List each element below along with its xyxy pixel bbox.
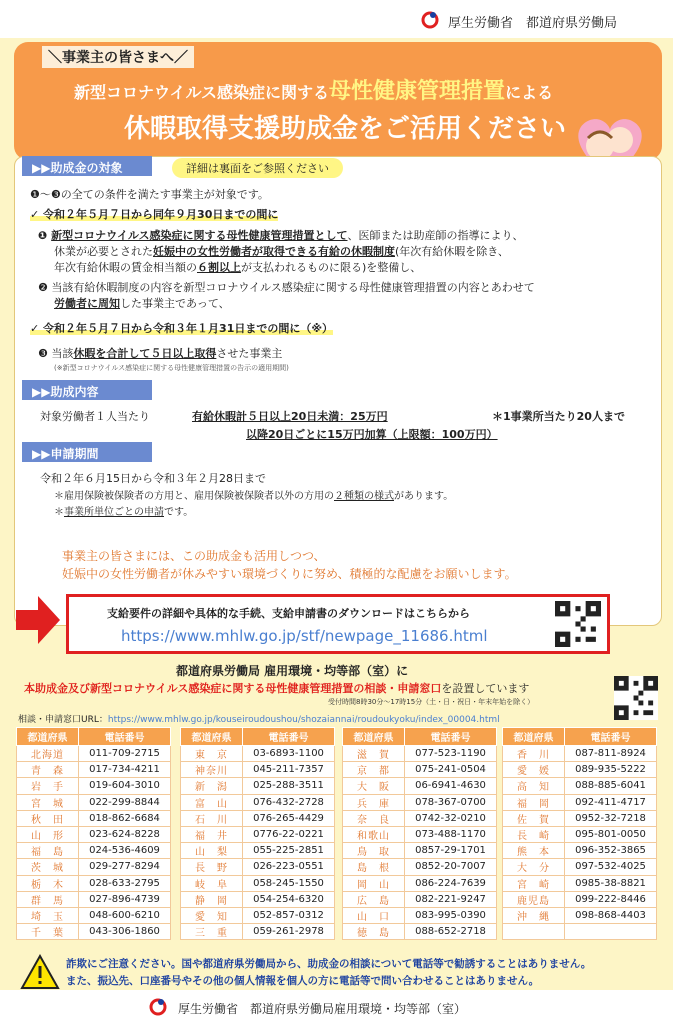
target-line: ❸ 当該休暇を合計して５日以上取得させた事業主 (38, 347, 283, 360)
pref-cell: 山 梨 (181, 843, 243, 859)
mhlw-logo-icon (148, 996, 168, 1016)
section-target: ▶▶助成金の対象 (22, 156, 152, 176)
pref-cell: 山 形 (17, 826, 79, 842)
table-row (503, 794, 657, 810)
tel-cell: 018-862-6684 (79, 810, 171, 826)
table-row (343, 907, 497, 923)
table-row (17, 746, 171, 762)
pref-cell: 富 山 (181, 794, 243, 810)
pref-cell: 埼 玉 (17, 907, 79, 923)
tel-cell: 088-652-2718 (405, 924, 497, 940)
header-tel: 電話番号 (565, 728, 657, 746)
tel-cell: 082-221-9247 (405, 891, 497, 907)
contact-title: 都道府県労働局 雇用環境・均等部（室）に (176, 664, 409, 678)
tel-cell: 099-222-8446 (565, 891, 657, 907)
pref-cell: 大 阪 (343, 778, 405, 794)
warning-text: 詐欺にご注意ください。国や都道府県労働局から、助成金の相談について電話等で勧誘することはありません。 また、振込先、口座番号やその他の個人情報を個人の方に電話等で問い合わせることはありません。 (66, 958, 592, 987)
table-row (181, 891, 335, 907)
table-row (17, 891, 171, 907)
tel-cell: 055-225-2851 (243, 843, 335, 859)
tel-cell: 083-995-0390 (405, 907, 497, 923)
content-limit: ＊1事業所当たり20人まで (492, 410, 625, 423)
tel-cell: 059-261-2978 (243, 924, 335, 940)
table-row (181, 778, 335, 794)
pref-cell: 新 潟 (181, 778, 243, 794)
tel-cell: 0776-22-0221 (243, 826, 335, 842)
pref-cell: 岩 手 (17, 778, 79, 794)
tel-cell: 077-523-1190 (405, 746, 497, 762)
table-row (181, 843, 335, 859)
pref-cell: 岐 阜 (181, 875, 243, 891)
pref-cell: 福 井 (181, 826, 243, 842)
pref-cell: 島 根 (343, 859, 405, 875)
target-line: 休業が必要とされた妊娠中の女性労働者が取得できる有給の休暇制度(年次有給休暇を除き、 (54, 245, 509, 258)
section-period: ▶▶申請期間 (22, 442, 152, 462)
tel-cell: 028-633-2795 (79, 875, 171, 891)
table-row (343, 826, 497, 842)
table-row (343, 794, 497, 810)
tel-cell: 019-604-3010 (79, 778, 171, 794)
tel-cell: 011-709-2715 (79, 746, 171, 762)
download-link-box[interactable] (66, 594, 610, 654)
contact-hours: 受付時間8時30分～17時15分（土・日・祝日・年末年始を除く） (328, 698, 535, 706)
target-line: 労働者に周知した事業主であって、 (54, 297, 230, 310)
contact-table (16, 727, 171, 940)
table-row (503, 875, 657, 891)
table-row (181, 794, 335, 810)
pref-cell: 徳 島 (343, 924, 405, 940)
header-tel: 電話番号 (243, 728, 335, 746)
pref-cell: 群 馬 (17, 891, 79, 907)
table-row (17, 762, 171, 778)
pref-cell: 高 知 (503, 778, 565, 794)
table-row (503, 746, 657, 762)
table-row (503, 810, 657, 826)
title-banner (14, 42, 662, 160)
pref-cell: 滋 賀 (343, 746, 405, 762)
table-row (503, 843, 657, 859)
tel-cell: 0952-32-7218 (565, 810, 657, 826)
tel-cell (565, 924, 657, 940)
table-row (181, 810, 335, 826)
top-bar (0, 0, 673, 38)
table-row (343, 810, 497, 826)
banner-line1: 新型コロナウイルス感染症に関する母性健康管理措置による (74, 79, 554, 104)
table-row (17, 907, 171, 923)
table-row (343, 875, 497, 891)
period-line: 令和２年６月15日から令和３年２月28日まで (40, 472, 266, 485)
header-org: 厚生労働省 都道府県労働局 (448, 16, 618, 31)
table-row (503, 778, 657, 794)
table-row (503, 826, 657, 842)
header-tel: 電話番号 (405, 728, 497, 746)
table-row (17, 826, 171, 842)
pref-cell: 沖 縄 (503, 907, 565, 923)
pref-cell: 香 川 (503, 746, 565, 762)
message-line: 事業主の皆さまには、この助成金も活用しつつ、 (62, 549, 326, 563)
table-row (503, 907, 657, 923)
table-row (17, 859, 171, 875)
tel-cell: 058-245-1550 (243, 875, 335, 891)
table-row (503, 891, 657, 907)
tel-cell: 024-536-4609 (79, 843, 171, 859)
table-row (17, 810, 171, 826)
pref-cell: 福 岡 (503, 794, 565, 810)
tel-cell: 097-532-4025 (565, 859, 657, 875)
table-row (181, 924, 335, 940)
tel-cell: 0852-20-7007 (405, 859, 497, 875)
pref-cell: 和歌山 (343, 826, 405, 842)
table-row (343, 762, 497, 778)
footer-org: 厚生労働省 都道府県労働局雇用環境・均等部（室） (178, 1002, 467, 1016)
tel-cell: 022-299-8844 (79, 794, 171, 810)
tel-cell: 088-885-6041 (565, 778, 657, 794)
pref-cell: 熊 本 (503, 843, 565, 859)
pref-cell: 東 京 (181, 746, 243, 762)
content-line: 対象労働者１人当たり (40, 410, 150, 423)
contact-url-line: 相談・申請窓口URL：https://www.mhlw.go.jp/kouseiroudoushou/shozaiannai/roudoukyoku/index_00004.html (18, 715, 500, 725)
mhlw-logo-icon (420, 9, 440, 29)
contact-table (180, 727, 335, 940)
table-row (343, 746, 497, 762)
pref-cell: 鳥 取 (343, 843, 405, 859)
warning-icon (20, 954, 60, 990)
tel-cell: 096-352-3865 (565, 843, 657, 859)
pref-cell: 石 川 (181, 810, 243, 826)
content-addition: 以降20日ごとに15万円加算（上限額：100万円） (246, 428, 498, 441)
tel-cell: 075-241-0504 (405, 762, 497, 778)
link-url[interactable]: https://www.mhlw.go.jp/stf/newpage_11686.html (121, 627, 488, 645)
tel-cell: 086-224-7639 (405, 875, 497, 891)
section-content: ▶▶助成内容 (22, 380, 152, 400)
pref-cell: 神奈川 (181, 762, 243, 778)
target-line: ❶ 新型コロナウイルス感染症に関する母性健康管理措置として、医師または助産師の指導により、 (38, 229, 524, 242)
tel-cell: 095-801-0050 (565, 826, 657, 842)
pref-cell: 宮 城 (17, 794, 79, 810)
pref-cell: 広 島 (343, 891, 405, 907)
header-pref: 都道府県 (17, 728, 79, 746)
pref-cell: 茨 城 (17, 859, 79, 875)
pref-cell: 大 分 (503, 859, 565, 875)
table-row (503, 924, 657, 940)
contact-table (342, 727, 497, 940)
target-line: ❷ 当該有給休暇制度の内容を新型コロナウイルス感染症に関する母性健康管理措置の内容とあわせて (38, 281, 535, 294)
link-description: 支給要件の詳細や具体的な手続、支給申請書のダウンロードはこちらから (107, 607, 470, 620)
table-row (17, 924, 171, 940)
pref-cell: 福 島 (17, 843, 79, 859)
contact-qr-code-icon[interactable] (614, 676, 658, 720)
target-condition-date2: ✓ 令和２年５月７日から令和３年１月31日までの間に（※） (30, 322, 334, 335)
tel-cell: 045-211-7357 (243, 762, 335, 778)
content-amount: 有給休暇計５日以上20日未満：25万円 (192, 410, 388, 423)
tel-cell: 026-223-0551 (243, 859, 335, 875)
pref-cell: 愛 知 (181, 907, 243, 923)
pref-cell: 静 岡 (181, 891, 243, 907)
table-row (343, 891, 497, 907)
tel-cell: 0742-32-0210 (405, 810, 497, 826)
tel-cell: 078-367-0700 (405, 794, 497, 810)
table-row (503, 762, 657, 778)
period-note: ＊事業所単位ごとの申請です。 (54, 507, 194, 518)
tel-cell: 043-306-1860 (79, 924, 171, 940)
contact-table (502, 727, 657, 940)
header-pref: 都道府県 (343, 728, 405, 746)
pref-cell: 秋 田 (17, 810, 79, 826)
tel-cell: 087-811-8924 (565, 746, 657, 762)
tel-cell: 023-624-8228 (79, 826, 171, 842)
tel-cell: 0985-38-8821 (565, 875, 657, 891)
tel-cell: 052-857-0312 (243, 907, 335, 923)
pref-cell: 長 崎 (503, 826, 565, 842)
message-line: 妊娠中の女性労働者が休みやすい環境づくりに努め、積極的な配慮をお願いします。 (62, 567, 517, 581)
pref-cell: 山 口 (343, 907, 405, 923)
pref-cell: 宮 崎 (503, 875, 565, 891)
target-line: 年次有給休暇の賃金相当額の６割以上が支払われるものに限る)を整備し、 (54, 261, 422, 274)
tel-cell: 076-432-2728 (243, 794, 335, 810)
tel-cell: 092-411-4717 (565, 794, 657, 810)
contact-url[interactable]: https://www.mhlw.go.jp/kouseiroudoushou/shozaiannai/roudoukyoku/index_00004.html (107, 715, 500, 725)
pref-cell: 千 葉 (17, 924, 79, 940)
tel-cell: 048-600-6210 (79, 907, 171, 923)
pref-cell (503, 924, 565, 940)
table-row (343, 778, 497, 794)
tel-cell: 017-734-4211 (79, 762, 171, 778)
table-row (343, 843, 497, 859)
pref-cell: 愛 媛 (503, 762, 565, 778)
tel-cell: 06-6941-4630 (405, 778, 497, 794)
table-row (181, 859, 335, 875)
contact-desc: 本助成金及び新型コロナウイルス感染症に関する母性健康管理措置の相談・申請窓口を設置しています (24, 682, 530, 695)
header-pref: 都道府県 (503, 728, 565, 746)
pref-cell: 奈 良 (343, 810, 405, 826)
table-row (343, 924, 497, 940)
pref-cell: 兵 庫 (343, 794, 405, 810)
tel-cell: 089-935-5222 (565, 762, 657, 778)
pref-cell: 鹿児島 (503, 891, 565, 907)
qr-code-icon[interactable] (555, 601, 601, 647)
banner-sub: ＼事業主の皆さまへ／ (42, 46, 194, 68)
tel-cell: 027-896-4739 (79, 891, 171, 907)
pref-cell: 長 野 (181, 859, 243, 875)
pref-cell: 栃 木 (17, 875, 79, 891)
header-tel: 電話番号 (79, 728, 171, 746)
tel-cell: 0857-29-1701 (405, 843, 497, 859)
table-row (503, 859, 657, 875)
banner-line2: 休暇取得支援助成金をご活用ください (124, 114, 567, 144)
tel-cell: 029-277-8294 (79, 859, 171, 875)
see-back-note: 詳細は裏面をご参照ください (172, 158, 343, 178)
target-line: ❶～❸の全ての条件を満たす事業主が対象です。 (30, 188, 269, 201)
table-row (343, 859, 497, 875)
pref-cell: 北海道 (17, 746, 79, 762)
arrow-right-icon (16, 596, 60, 644)
pref-cell: 京 都 (343, 762, 405, 778)
pref-cell: 三 重 (181, 924, 243, 940)
table-row (181, 746, 335, 762)
table-row (17, 843, 171, 859)
pref-cell: 佐 賀 (503, 810, 565, 826)
header-pref: 都道府県 (181, 728, 243, 746)
period-note: ＊雇用保険被保険者の方用と、雇用保険被保険者以外の方用の２種類の様式があります。 (54, 491, 454, 502)
tel-cell: 025-288-3511 (243, 778, 335, 794)
target-footnote: (※新型コロナウイルス感染症に関する母性健康管理措置の告示の適用期間) (54, 364, 289, 372)
tel-cell: 098-868-4403 (565, 907, 657, 923)
table-row (17, 794, 171, 810)
table-row (181, 762, 335, 778)
pref-cell: 青 森 (17, 762, 79, 778)
tel-cell: 054-254-6320 (243, 891, 335, 907)
table-row (181, 907, 335, 923)
table-row (17, 778, 171, 794)
tel-cell: 076-265-4429 (243, 810, 335, 826)
table-row (17, 875, 171, 891)
table-row (181, 875, 335, 891)
target-condition-date1: ✓ 令和２年５月７日から同年９月30日までの間に (30, 208, 279, 221)
pref-cell: 岡 山 (343, 875, 405, 891)
table-row (181, 826, 335, 842)
tel-cell: 073-488-1170 (405, 826, 497, 842)
tel-cell: 03-6893-1100 (243, 746, 335, 762)
